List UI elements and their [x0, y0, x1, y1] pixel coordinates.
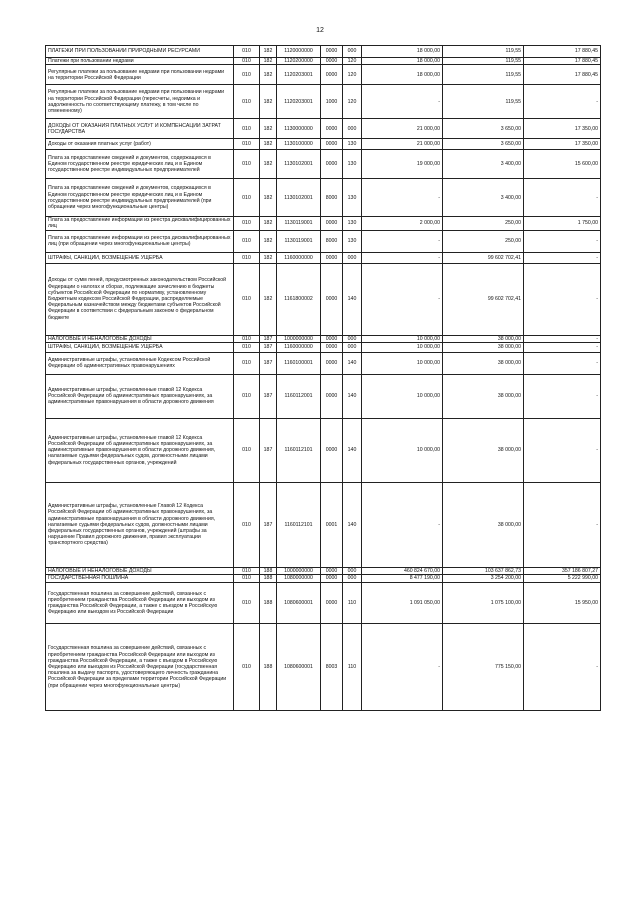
cell-v3: 17 350,00 — [524, 139, 601, 150]
cell-b: 187 — [260, 374, 277, 418]
cell-sub: 8000 — [321, 179, 343, 217]
cell-b: 182 — [260, 85, 277, 119]
cell-code: 1130102001 — [277, 179, 321, 217]
cell-a: 010 — [234, 217, 260, 230]
cell-v1: - — [362, 624, 443, 711]
table-row — [46, 58, 601, 65]
cell-v2: 3 400,00 — [443, 150, 524, 179]
table-row — [46, 482, 601, 567]
cell-k: 120 — [343, 58, 362, 65]
cell-v3: - — [524, 230, 601, 252]
cell-k: 110 — [343, 583, 362, 624]
cell-k: 140 — [343, 418, 362, 482]
cell-v3: - — [524, 335, 601, 342]
cell-k: 000 — [343, 46, 362, 58]
table-row — [46, 217, 601, 230]
cell-v3: - — [524, 374, 601, 418]
cell-code: 1120200000 — [277, 58, 321, 65]
cell-b: 182 — [260, 46, 277, 58]
cell-code: 1160112101 — [277, 482, 321, 567]
cell-v1: 18 000,00 — [362, 65, 443, 85]
cell-b: 182 — [260, 252, 277, 263]
table-row — [46, 575, 601, 583]
cell-b: 188 — [260, 583, 277, 624]
cell-v2: 3 254 200,00 — [443, 575, 524, 583]
cell-v3: 17 880,45 — [524, 46, 601, 58]
table-row — [46, 374, 601, 418]
cell-desc: Государственная пошлина за совершение действий, связанных с приобретением гражданства Российской Федерации или выходом из гражданства Российской Федерации, а также с въездом в Российскую Федерацию или выездом из Российской Федерации — [46, 583, 234, 624]
cell-code: 1000000000 — [277, 335, 321, 342]
cell-a: 010 — [234, 58, 260, 65]
table-row — [46, 263, 601, 335]
cell-k: 140 — [343, 263, 362, 335]
cell-v1: 21 000,00 — [362, 139, 443, 150]
cell-v2: 1 075 100,00 — [443, 583, 524, 624]
cell-b: 182 — [260, 217, 277, 230]
cell-b: 182 — [260, 230, 277, 252]
table-row — [46, 567, 601, 574]
cell-code: 1161800002 — [277, 263, 321, 335]
cell-v1: 21 000,00 — [362, 119, 443, 139]
cell-b: 187 — [260, 352, 277, 374]
cell-sub: 0000 — [321, 217, 343, 230]
cell-a: 010 — [234, 374, 260, 418]
cell-v1: 18 000,00 — [362, 46, 443, 58]
cell-v3: - — [524, 418, 601, 482]
cell-k: 130 — [343, 139, 362, 150]
cell-v3: 1 750,00 — [524, 217, 601, 230]
cell-v1: 2 000,00 — [362, 217, 443, 230]
cell-v2: 3 400,00 — [443, 179, 524, 217]
cell-code: 1080600001 — [277, 624, 321, 711]
cell-b: 182 — [260, 179, 277, 217]
cell-v3: 17 880,45 — [524, 58, 601, 65]
cell-v1: - — [362, 179, 443, 217]
table-row — [46, 418, 601, 482]
table-row — [46, 252, 601, 263]
cell-sub: 1000 — [321, 85, 343, 119]
cell-code: 1130119001 — [277, 230, 321, 252]
cell-v3: 17 880,45 — [524, 65, 601, 85]
cell-v1: 8 477 190,00 — [362, 575, 443, 583]
cell-code: 1000000000 — [277, 567, 321, 574]
cell-v3: 357 186 807,27 — [524, 567, 601, 574]
cell-v2: 38 000,00 — [443, 374, 524, 418]
table-row — [46, 335, 601, 342]
cell-desc: НАЛОГОВЫЕ И НЕНАЛОГОВЫЕ ДОХОДЫ — [46, 335, 234, 342]
cell-a: 010 — [234, 46, 260, 58]
cell-k: 120 — [343, 65, 362, 85]
cell-a: 010 — [234, 583, 260, 624]
cell-k: 130 — [343, 179, 362, 217]
cell-k: 110 — [343, 624, 362, 711]
cell-k: 000 — [343, 567, 362, 574]
table-row — [46, 119, 601, 139]
cell-code: 1160000000 — [277, 252, 321, 263]
cell-code: 1120203001 — [277, 65, 321, 85]
cell-v3: - — [524, 252, 601, 263]
cell-a: 010 — [234, 482, 260, 567]
cell-sub: 0000 — [321, 119, 343, 139]
cell-sub: 8000 — [321, 230, 343, 252]
cell-a: 010 — [234, 252, 260, 263]
table-row — [46, 65, 601, 85]
cell-k: 130 — [343, 217, 362, 230]
cell-b: 188 — [260, 624, 277, 711]
table-row — [46, 352, 601, 374]
cell-k: 000 — [343, 575, 362, 583]
cell-code: 1160112101 — [277, 418, 321, 482]
cell-k: 130 — [343, 230, 362, 252]
cell-v2: 119,55 — [443, 85, 524, 119]
cell-sub: 0000 — [321, 342, 343, 352]
cell-v3: - — [524, 179, 601, 217]
cell-b: 182 — [260, 65, 277, 85]
cell-v2: 99 602 702,41 — [443, 252, 524, 263]
table-row — [46, 85, 601, 119]
cell-k: 000 — [343, 335, 362, 342]
cell-k: 120 — [343, 85, 362, 119]
cell-v2: 103 637 862,73 — [443, 567, 524, 574]
cell-desc: Доходы от оказания платных услуг (работ) — [46, 139, 234, 150]
table-row — [46, 342, 601, 352]
cell-sub: 0000 — [321, 418, 343, 482]
cell-desc: Регулярные платежи за пользование недрами при пользовании недрами на территории Российской Федерации — [46, 65, 234, 85]
cell-b: 187 — [260, 418, 277, 482]
cell-b: 188 — [260, 575, 277, 583]
cell-a: 010 — [234, 567, 260, 574]
revenue-table — [45, 45, 601, 711]
cell-desc: Регулярные платежи за пользование недрами при пользовании недрами на территории Российской Федерации (пересчеты, недоимка и задолженность по соответствующему платежу, в том числе по отмененному) — [46, 85, 234, 119]
cell-desc: Административные штрафы, установленные Кодексом Российской Федерации об административных правонарушениях — [46, 352, 234, 374]
table-row — [46, 230, 601, 252]
cell-v2: 38 000,00 — [443, 352, 524, 374]
cell-sub: 0000 — [321, 335, 343, 342]
cell-sub: 0000 — [321, 575, 343, 583]
cell-v1: 10 000,00 — [362, 342, 443, 352]
cell-v2: 38 000,00 — [443, 418, 524, 482]
cell-v2: 38 000,00 — [443, 342, 524, 352]
cell-sub: 0000 — [321, 583, 343, 624]
cell-sub: 8003 — [321, 624, 343, 711]
cell-sub: 0000 — [321, 139, 343, 150]
cell-v1: - — [362, 252, 443, 263]
cell-v2: 250,00 — [443, 217, 524, 230]
cell-v1: - — [362, 482, 443, 567]
cell-v2: 250,00 — [443, 230, 524, 252]
table-row — [46, 139, 601, 150]
cell-a: 010 — [234, 575, 260, 583]
cell-k: 000 — [343, 252, 362, 263]
cell-v3: - — [524, 624, 601, 711]
cell-a: 010 — [234, 139, 260, 150]
cell-desc: Административные штрафы, установленные главой 12 Кодекса Российской Федерации об административных правонарушениях, за административные правонарушения в области дорожного движения — [46, 374, 234, 418]
table-row — [46, 583, 601, 624]
cell-sub: 0000 — [321, 58, 343, 65]
cell-a: 010 — [234, 335, 260, 342]
cell-code: 1160112001 — [277, 374, 321, 418]
cell-v3: 15 600,00 — [524, 150, 601, 179]
cell-v1: - — [362, 85, 443, 119]
cell-a: 010 — [234, 230, 260, 252]
cell-code: 1130102001 — [277, 150, 321, 179]
page-number: 12 — [316, 27, 324, 34]
cell-v2: 119,55 — [443, 58, 524, 65]
cell-a: 010 — [234, 85, 260, 119]
cell-v3: 17 350,00 — [524, 119, 601, 139]
cell-desc: ГОСУДАРСТВЕННАЯ ПОШЛИНА — [46, 575, 234, 583]
cell-v3: - — [524, 342, 601, 352]
cell-desc: ШТРАФЫ, САНКЦИИ, ВОЗМЕЩЕНИЕ УЩЕРБА — [46, 252, 234, 263]
cell-k: 000 — [343, 342, 362, 352]
cell-desc: Плата за предоставление информации из реестра дисквалифицированных лиц (при обращении через многофункциональные центры) — [46, 230, 234, 252]
cell-code: 1130100000 — [277, 139, 321, 150]
cell-v1: 460 824 670,00 — [362, 567, 443, 574]
cell-v1: 10 000,00 — [362, 374, 443, 418]
cell-sub: 0000 — [321, 252, 343, 263]
cell-v2: 38 000,00 — [443, 482, 524, 567]
cell-sub: 0000 — [321, 65, 343, 85]
cell-sub: 0000 — [321, 567, 343, 574]
cell-desc: Доходы от сумм пеней, предусмотренных законодательством Российской Федерации о налогах и сборах, подлежащие зачислению в бюджеты субъектов Российской Федерации по нормативу, установленному Бюджетным кодексом Российской Федерации, распределяемые Федеральным казначейством между бюджетами субъектов Российской Федерации в соответствии с федеральным законом о федеральном бюджете — [46, 263, 234, 335]
cell-sub: 0000 — [321, 352, 343, 374]
cell-b: 187 — [260, 335, 277, 342]
cell-v3: 15 950,00 — [524, 583, 601, 624]
cell-sub: 0000 — [321, 374, 343, 418]
cell-code: 1120000000 — [277, 46, 321, 58]
cell-sub: 0000 — [321, 263, 343, 335]
cell-a: 010 — [234, 418, 260, 482]
cell-desc: ШТРАФЫ, САНКЦИИ, ВОЗМЕЩЕНИЕ УЩЕРБА — [46, 342, 234, 352]
cell-code: 1120203001 — [277, 85, 321, 119]
cell-a: 010 — [234, 65, 260, 85]
cell-a: 010 — [234, 119, 260, 139]
cell-v2: 3 650,00 — [443, 119, 524, 139]
cell-code: 1160100001 — [277, 352, 321, 374]
cell-code: 1080000000 — [277, 575, 321, 583]
table-row — [46, 46, 601, 58]
cell-v3: - — [524, 352, 601, 374]
cell-desc: Платежи при пользовании недрами — [46, 58, 234, 65]
cell-v1: 1 091 050,00 — [362, 583, 443, 624]
cell-k: 130 — [343, 150, 362, 179]
cell-b: 182 — [260, 150, 277, 179]
table-row — [46, 179, 601, 217]
cell-v1: 10 000,00 — [362, 418, 443, 482]
cell-k: 140 — [343, 482, 362, 567]
cell-desc: ДОХОДЫ ОТ ОКАЗАНИЯ ПЛАТНЫХ УСЛУГ И КОМПЕНСАЦИИ ЗАТРАТ ГОСУДАРСТВА — [46, 119, 234, 139]
cell-b: 182 — [260, 119, 277, 139]
cell-v1: 10 000,00 — [362, 352, 443, 374]
cell-v3: - — [524, 85, 601, 119]
cell-a: 010 — [234, 352, 260, 374]
cell-v1: 18 000,00 — [362, 58, 443, 65]
table-row — [46, 150, 601, 179]
cell-v3: 5 222 990,00 — [524, 575, 601, 583]
cell-b: 182 — [260, 263, 277, 335]
cell-a: 010 — [234, 150, 260, 179]
cell-code: 1160000000 — [277, 342, 321, 352]
cell-desc: Плата за предоставление сведений и документов, содержащихся в Едином государственном реестре юридических лиц и в Едином государственном реестре индивидуальных предпринимателей (при обращении через многофункциональные центры) — [46, 179, 234, 217]
cell-a: 010 — [234, 179, 260, 217]
cell-desc: ПЛАТЕЖИ ПРИ ПОЛЬЗОВАНИИ ПРИРОДНЫМИ РЕСУРСАМИ — [46, 46, 234, 58]
cell-v3: - — [524, 263, 601, 335]
cell-desc: Плата за предоставление информации из реестра дисквалифицированных лиц — [46, 217, 234, 230]
cell-v1: - — [362, 263, 443, 335]
cell-v1: - — [362, 230, 443, 252]
cell-v2: 119,55 — [443, 46, 524, 58]
cell-k: 140 — [343, 374, 362, 418]
cell-desc: НАЛОГОВЫЕ И НЕНАЛОГОВЫЕ ДОХОДЫ — [46, 567, 234, 574]
cell-b: 188 — [260, 567, 277, 574]
cell-v1: 19 000,00 — [362, 150, 443, 179]
cell-b: 187 — [260, 342, 277, 352]
cell-sub: 0001 — [321, 482, 343, 567]
cell-a: 010 — [234, 342, 260, 352]
cell-desc: Административные штрафы, установленные Главой 12 Кодекса Российской Федерации об административных правонарушениях, за административные правонарушения в области дорожного движения, налагаемые судьями федеральных судов, должностными лицами федеральных государственных органов, учреждений (штрафы за нарушение Правил дорожного движения, правил эксплуатации транспортного средства) — [46, 482, 234, 567]
cell-desc: Государственная пошлина за совершение действий, связанных с приобретением гражданства Российской Федерации или выходом из гражданства Российской Федерации, а также с въездом в Российскую Федерацию или выездом из Российской Федерации (государственная пошлина за выдачу паспорта, удостоверяющего личность гражданина Российской Федерации за пределами территории Российской Федерации (при обращении через многофункциональные центры) — [46, 624, 234, 711]
cell-b: 182 — [260, 58, 277, 65]
cell-b: 182 — [260, 139, 277, 150]
cell-v2: 99 602 702,41 — [443, 263, 524, 335]
cell-v2: 775 150,00 — [443, 624, 524, 711]
cell-desc: Плата за предоставление сведений и документов, содержащихся в Едином государственном реестре юридических лиц и в Едином государственном реестре индивидуальных предпринимателей — [46, 150, 234, 179]
cell-code: 1080600001 — [277, 583, 321, 624]
cell-b: 187 — [260, 482, 277, 567]
cell-desc: Административные штрафы, установленные главой 12 Кодекса Российской Федерации об административных правонарушениях, за административные правонарушения в области дорожного движения, налагаемые судьями федеральных судов, должностными лицами федеральных государственных органов, учреждений — [46, 418, 234, 482]
cell-k: 000 — [343, 119, 362, 139]
cell-sub: 0000 — [321, 46, 343, 58]
cell-a: 010 — [234, 263, 260, 335]
cell-sub: 0000 — [321, 150, 343, 179]
cell-k: 140 — [343, 352, 362, 374]
cell-v2: 38 000,00 — [443, 335, 524, 342]
cell-code: 1130000000 — [277, 119, 321, 139]
cell-a: 010 — [234, 624, 260, 711]
cell-v2: 3 650,00 — [443, 139, 524, 150]
table-row — [46, 624, 601, 711]
cell-v2: 119,55 — [443, 65, 524, 85]
cell-code: 1130119001 — [277, 217, 321, 230]
cell-v3: - — [524, 482, 601, 567]
cell-v1: 10 000,00 — [362, 335, 443, 342]
